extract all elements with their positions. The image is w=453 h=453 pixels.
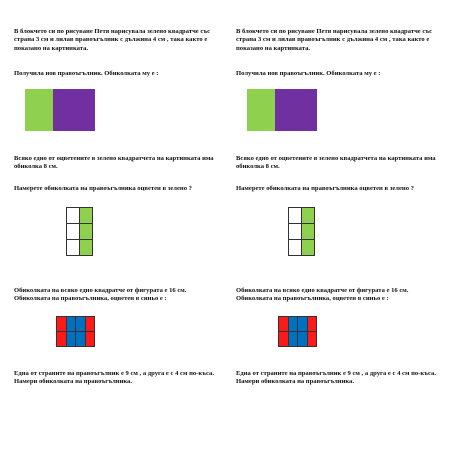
problem1-question: Получила нов правоъгълник. Обиколката му е : [14,70,159,77]
problem2-text: Всяко едно от оцветените в зелено квадратчета на картинката има обиколка 8 см. [236,155,436,171]
problem1-text: В блокчето си по рисуване Петя нарисувала зелено квадратче със страна 3 см и лилав правоъгълник с дължина 4 см , така както е показано на картинката. [14,28,211,52]
red-cell [308,317,317,332]
problem3-text: Обиколката на всяко едно квадратче от фигурата е 16 см. Обиколката на правоъгълника, оцветен в синьо е : [14,287,187,303]
grid-cell [67,224,80,240]
red-blue-squares-figure [278,316,317,347]
grid-cell-green [80,224,93,240]
problem1-question: Получила нов правоъгълник. Обиколката му е : [236,70,381,77]
worksheet-column-right [236,0,446,453]
red-cell [57,317,67,332]
red-cell [57,332,67,347]
problem4-text: Една от страните на правоъгълник е 9 см , а друга е с 4 см по-къса. Намери обиколката на правоъгълника. [14,370,214,386]
green-square [25,89,53,131]
blue-cell [289,317,298,332]
grid-cell-green [80,208,93,224]
blue-cell [289,332,298,347]
grid-cell [67,208,80,224]
grid-cell-green [302,224,315,240]
red-cell [308,332,317,347]
blue-cell [67,317,76,332]
blue-cell [298,332,308,347]
worksheet-column-left [14,0,224,453]
grid-cell [289,224,302,240]
problem2-question: Намерете обиколката на правоъгълника оцветен в зелено ? [14,185,192,192]
green-square-purple-rectangle-figure [25,89,95,131]
problem4-text: Една от страните на правоъгълник е 9 см , а друга е с 4 см по-къса. Намери обиколката на правоъгълника. [236,370,436,386]
square-grid-figure [288,207,315,256]
green-square-purple-rectangle-figure [247,89,317,131]
square-grid-figure [66,207,93,256]
red-cell [86,317,95,332]
problem1-text: В блокчето си по рисуване Петя нарисувала зелено квадратче със страна 3 см и лилав правоъгълник с дължина 4 см , така както е показано на картинката. [236,28,433,52]
red-blue-squares-figure [56,316,95,347]
problem2-question: Намерете обиколката на правоъгълника оцветен в зелено ? [236,185,414,192]
blue-cell [67,332,76,347]
purple-rectangle [53,89,95,131]
grid-cell [67,240,80,256]
blue-cell [76,332,86,347]
blue-cell [298,317,308,332]
blue-cell [76,317,86,332]
red-cell [86,332,95,347]
grid-cell [289,240,302,256]
red-cell [279,332,289,347]
problem2-text: Всяко едно от оцветените в зелено квадратчета на картинката има обиколка 8 см. [14,155,214,171]
green-square [247,89,275,131]
red-cell [279,317,289,332]
grid-cell-green [302,208,315,224]
grid-cell-green [302,240,315,256]
grid-cell [289,208,302,224]
grid-cell-green [80,240,93,256]
problem3-text: Обиколката на всяко едно квадратче от фигурата е 16 см. Обиколката на правоъгълника, оцветен в синьо е : [236,287,409,303]
purple-rectangle [275,89,317,131]
